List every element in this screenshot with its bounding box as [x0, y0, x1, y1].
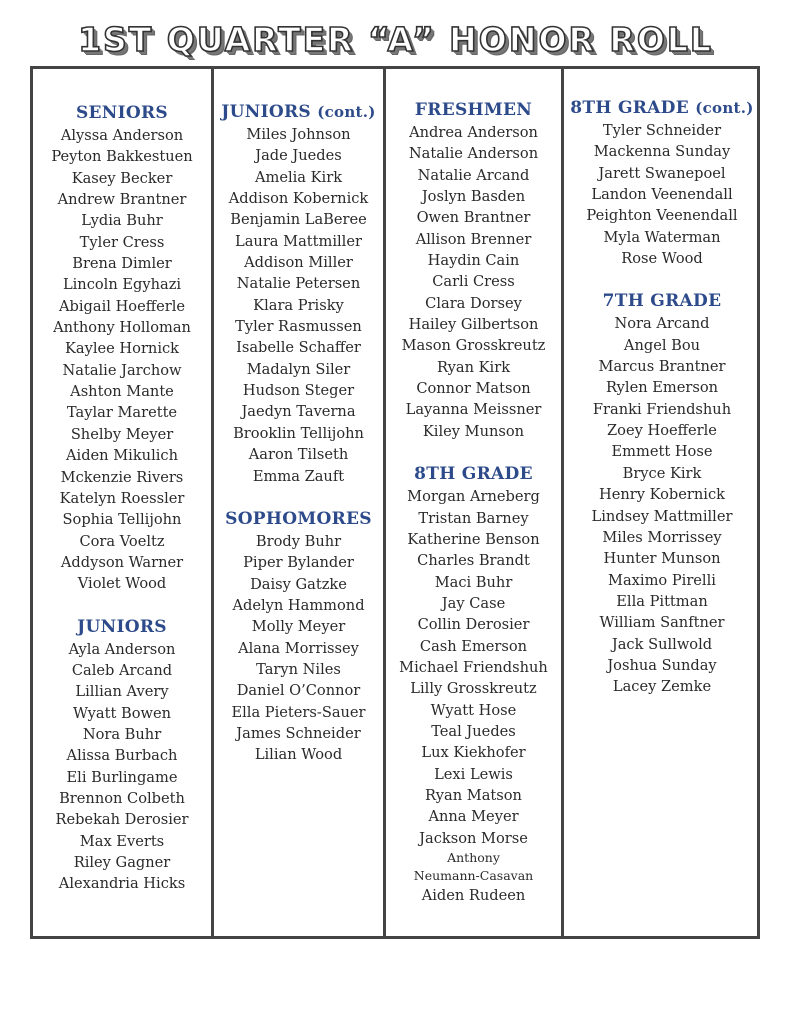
student-name: Andrew Brantner — [57, 191, 187, 209]
student-name: Landon Veenendall — [591, 186, 733, 204]
student-name: Wyatt Hose — [430, 701, 517, 719]
column-4 — [564, 96, 760, 698]
student-name: Teal Juedes — [431, 722, 516, 740]
student-name: Myla Waterman — [603, 228, 721, 246]
student-name: Mckenzie Rivers — [60, 468, 184, 486]
student-name: Caleb Arcand — [71, 661, 173, 679]
student-name: Ella Pittman — [616, 592, 708, 610]
student-name: Kasey Becker — [71, 169, 173, 187]
section-spacer — [214, 487, 383, 507]
student-name: Lincoln Egyhazi — [62, 276, 182, 294]
student-name: Emmett Hose — [611, 443, 713, 461]
student-name: Katherine Benson — [407, 530, 540, 548]
student-name: Cora Voeltz — [79, 532, 165, 550]
student-name: Lilly Grosskreutz — [410, 680, 537, 698]
student-name: Jarett Swanepoel — [598, 164, 726, 182]
student-name: Cash Emerson — [419, 637, 528, 655]
student-name: Eli Burlingame — [66, 768, 178, 786]
student-name: Ashton Mante — [70, 383, 174, 401]
student-name: Brennon Colbeth — [59, 789, 185, 807]
student-name: Nora Arcand — [614, 315, 710, 333]
student-name: James Schneider — [236, 724, 361, 742]
student-name: Emma Zauft — [252, 467, 345, 485]
student-name: Alexandria Hicks — [58, 875, 186, 893]
student-name: Zoey Hoefferle — [607, 422, 717, 440]
student-name: Hudson Steger — [242, 382, 355, 400]
student-name: Nora Buhr — [82, 725, 162, 743]
student-name: Piper Bylander — [243, 554, 354, 572]
section-spacer — [386, 442, 561, 462]
student-name: Kiley Munson — [422, 422, 525, 440]
student-name: Lexi Lewis — [434, 765, 513, 783]
heading-cont-label: (cont.) — [317, 103, 376, 121]
student-name: Amelia Kirk — [254, 168, 343, 186]
section-heading-text: SENIORS — [75, 103, 169, 123]
student-name: Anna Meyer — [428, 808, 519, 826]
student-name: Aaron Tilseth — [248, 446, 349, 464]
student-name: Brooklin Tellijohn — [233, 424, 364, 442]
student-name: Maci Buhr — [434, 573, 513, 591]
student-name: Brody Buhr — [255, 532, 342, 550]
student-name: Lindsey Mattmiller — [591, 507, 733, 525]
student-name: Charles Brandt — [417, 552, 530, 570]
student-name: Laura Mattmiller — [235, 232, 362, 250]
student-name: Mackenna Sunday — [593, 143, 731, 161]
student-name: Miles Johnson — [246, 126, 351, 143]
student-name: Lux Kiekhofer — [421, 744, 526, 762]
section-heading — [386, 462, 561, 486]
student-name: Molly Meyer — [251, 618, 346, 636]
student-name: Carli Cress — [432, 273, 515, 291]
student-name: Aiden Rudeen — [421, 887, 526, 904]
section-heading — [214, 100, 383, 124]
student-name: Rebekah Derosier — [55, 811, 189, 829]
student-name: Jaedyn Taverna — [241, 403, 356, 421]
student-name: Connor Matson — [416, 380, 531, 398]
student-name: Joshua Sunday — [607, 656, 717, 674]
student-name: Haydin Cain — [427, 252, 520, 270]
student-name: Adelyn Hammond — [232, 596, 365, 614]
student-name: Rose Wood — [621, 250, 703, 268]
student-name: Layanna Meissner — [405, 401, 542, 419]
student-name: Jade Juedes — [255, 147, 342, 165]
student-name: Jack Sullwold — [611, 635, 713, 653]
student-name: Michael Friendshuh — [399, 658, 548, 676]
student-name: Marcus Brantner — [598, 358, 726, 376]
student-name: Benjamin LaBeree — [230, 211, 367, 229]
student-name: Lilian Wood — [254, 746, 343, 764]
page-title: 1ST QUARTER “A” HONOR ROLL — [78, 20, 713, 59]
student-name: Natalie Petersen — [236, 275, 361, 293]
student-name: Hailey Gilbertson — [408, 316, 539, 334]
student-name: Ayla Anderson — [68, 640, 176, 658]
column-3 — [386, 98, 561, 906]
student-name: Natalie Anderson — [408, 145, 539, 163]
student-name: Wyatt Bowen — [72, 704, 172, 722]
column-2 — [214, 100, 383, 766]
student-name: Peighton Veenendall — [586, 207, 738, 225]
section-spacer — [564, 269, 760, 289]
student-name: Brena Dimler — [72, 255, 172, 273]
student-name: Shelby Meyer — [70, 425, 174, 443]
student-name: Natalie Jarchow — [62, 361, 182, 379]
section-heading-text: 7TH GRADE — [602, 291, 722, 312]
section-heading — [33, 101, 211, 125]
section-heading — [214, 507, 383, 531]
section-heading-text: 8TH GRADE — [414, 464, 533, 485]
student-name: Sophia Tellijohn — [62, 511, 182, 529]
column-1 — [33, 101, 211, 895]
student-name: Hunter Munson — [603, 550, 721, 568]
student-name: Addison Kobernick — [228, 190, 369, 208]
student-name: Bryce Kirk — [622, 464, 702, 482]
student-name: Taryn Niles — [256, 660, 341, 678]
student-name: Angel Bou — [623, 336, 701, 354]
student-name: Morgan Arneberg — [407, 488, 540, 506]
section-heading-text: JUNIORS — [221, 102, 311, 122]
section-heading — [386, 98, 561, 122]
student-name: Daniel O’Connor — [236, 682, 361, 700]
student-name: Henry Kobernick — [599, 486, 725, 504]
student-name: Riley Gagner — [73, 854, 171, 871]
student-name: Franki Friendshuh — [592, 400, 732, 418]
student-name: Alyssa Anderson — [60, 127, 184, 144]
student-name: Addison Miller — [244, 254, 353, 272]
student-name: Ella Pieters-Sauer — [231, 703, 366, 721]
student-name: Jay Case — [441, 594, 506, 612]
student-name: Tyler Schneider — [602, 122, 722, 139]
student-name: Clara Dorsey — [425, 294, 522, 312]
section-heading — [564, 289, 760, 313]
student-name: Max Everts — [79, 832, 165, 850]
student-name: Kaylee Hornick — [65, 340, 179, 358]
student-name: Daisy Gatzke — [250, 575, 347, 593]
student-name: Miles Morrissey — [602, 528, 722, 546]
student-name: Maximo Pirelli — [608, 571, 716, 589]
student-name: Aiden Mikulich — [66, 447, 178, 465]
section-spacer — [33, 595, 211, 615]
student-name: Violet Wood — [77, 575, 167, 593]
section-heading-text: FRESHMEN — [414, 100, 533, 120]
section-heading-text: SOPHOMORES — [225, 508, 372, 529]
section-heading — [564, 96, 760, 120]
student-name: Collin Derosier — [417, 616, 530, 634]
student-name: Jackson Morse — [419, 829, 528, 847]
student-name: Allison Brenner — [415, 230, 532, 248]
student-name: Madalyn Siler — [246, 360, 351, 378]
student-name: Joslyn Basden — [421, 188, 526, 206]
student-name: Natalie Arcand — [417, 166, 530, 184]
student-name: Mason Grosskreutz — [401, 337, 546, 355]
student-name: Ryan Kirk — [436, 358, 511, 376]
section-heading — [33, 615, 211, 639]
student-name: Addyson Warner — [60, 553, 184, 571]
section-heading-text: 8TH GRADE — [570, 98, 689, 118]
student-name: Lydia Buhr — [81, 212, 163, 230]
student-name: Alissa Burbach — [66, 747, 178, 765]
student-name: Tyler Cress — [79, 233, 165, 251]
student-name: Ryan Matson — [425, 786, 522, 804]
section-heading-text: JUNIORS — [77, 616, 167, 637]
student-name: Neumann-Casavan — [413, 868, 534, 883]
student-name: Klara Prisky — [253, 296, 344, 314]
student-name: Andrea Anderson — [409, 124, 538, 141]
student-name: Owen Brantner — [416, 209, 531, 227]
student-name: Abigail Hoefferle — [59, 297, 185, 315]
student-name: Isabelle Schaffer — [236, 339, 361, 357]
student-name: Peyton Bakkestuen — [51, 148, 193, 166]
student-name: Tyler Rasmussen — [235, 318, 362, 336]
student-name: Alana Morrissey — [238, 639, 359, 657]
student-name: Taylar Marette — [66, 404, 178, 422]
student-name: Rylen Emerson — [605, 379, 719, 397]
student-name: Anthony Holloman — [53, 319, 191, 337]
student-name: Lillian Avery — [75, 683, 169, 701]
student-name: Tristan Barney — [418, 509, 529, 527]
student-name: Katelyn Roessler — [59, 489, 185, 507]
student-name: William Sanftner — [599, 614, 725, 632]
student-name: Lacey Zemke — [612, 678, 712, 696]
heading-cont-label: (cont.) — [695, 99, 754, 117]
student-name: Anthony — [447, 850, 500, 865]
